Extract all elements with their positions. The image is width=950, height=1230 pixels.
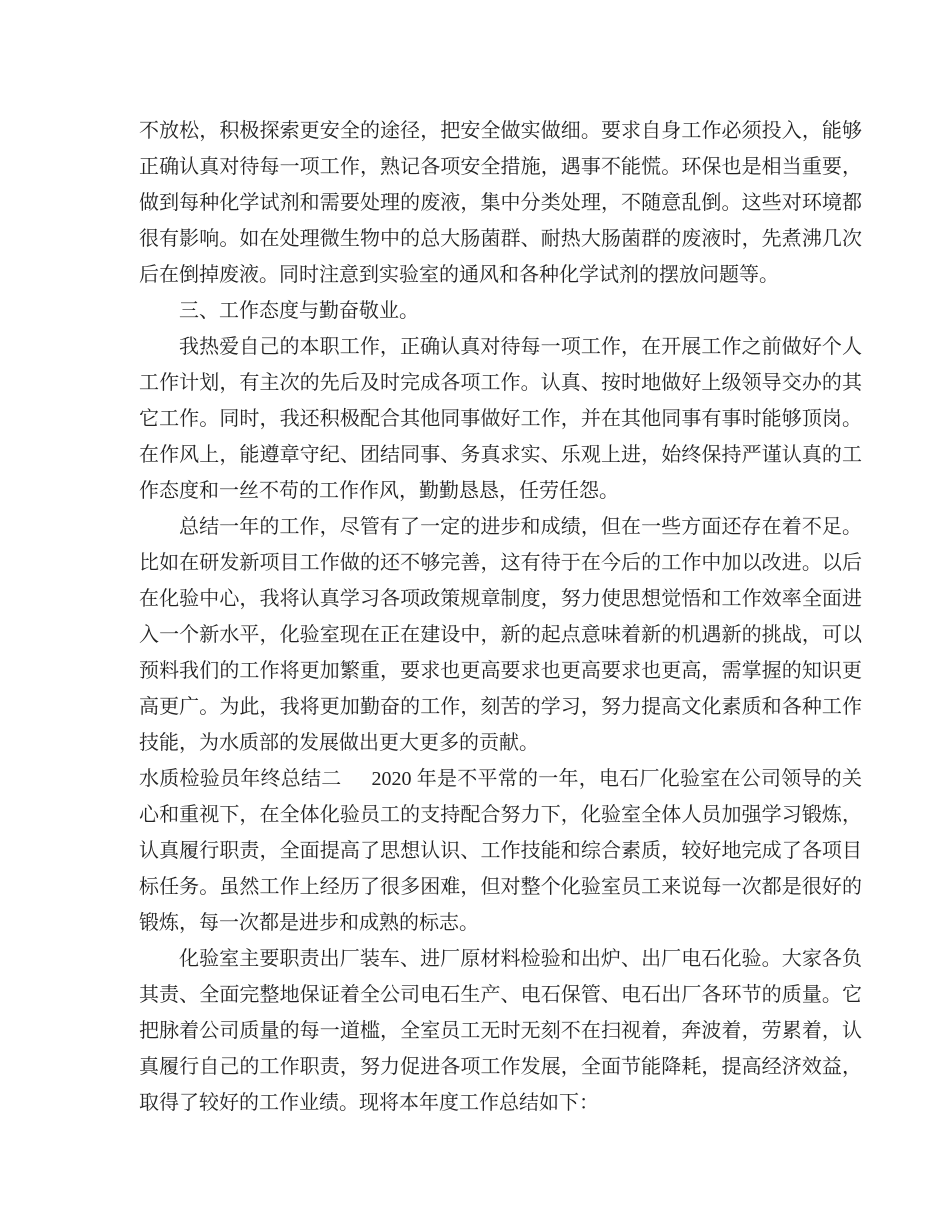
paragraph-summary-two-intro (139, 761, 862, 941)
summary-two-title: 水质检验员年终总结二 (139, 768, 342, 790)
paragraph-work-attitude: 我热爱自己的本职工作，正确认真对待每一项工作，在开展工作之前做好个人工作计划，有主次的先后及时完成各项工作。认真、按时地做好上级领导交办的其它工作。同时，我还积极配合其他同事做好工作，并在其他同事有事时能够顶岗。在作风上，能遵章守纪、团结同事、务真求实、乐观上进，始终保持严谨认真的工作态度和一丝不苟的工作作风，勤勤恳恳，任劳任怨。 (139, 336, 862, 502)
paragraph-safety-environment-continuation: 不放松，积极探索更安全的途径，把安全做实做细。要求自身工作必须投入，能够正确认真对待每一项工作，熟记各项安全措施，遇事不能慌。环保也是相当重要，做到每种化学试剂和需要处理的废液，集中分类处理，不随意乱倒。这些对环境都很有影响。如在处理微生物中的总大肠菌群、耐热大肠菌群的废液时，先煮沸几次后在倒掉废液。同时注意到实验室的通风和各种化学试剂的摆放问题等。 (139, 120, 862, 286)
paragraph-lab-duties: 化验室主要职责出厂装车、进厂原材料检验和出炉、出厂电石化验。大家各负其责、全面完整地保证着全公司电石生产、电石保管、电石出厂各环节的质量。它把脉着公司质量的每一道槛，全室员工无时无刻不在扫视着，奔波着，劳累着，认真履行自己的工作职责，努力促进各项工作发展，全面节能降耗，提高经济效益，取得了较好的工作业绩。现将本年度工作总结如下： (139, 948, 862, 1114)
section-heading-work-attitude: 三、工作态度与勤奋敬业。 (179, 300, 419, 322)
paragraph-year-review-outlook: 总结一年的工作，尽管有了一定的进步和成绩，但在一些方面还存在着不足。比如在研发新项目工作做的还不够完善，这有待于在今后的工作中加以改进。以后在化验中心，我将认真学习各项政策规章制度，努力使思想觉悟和工作效率全面进入一个新水平，化验室现在正在建设中，新的起点意味着新的机遇新的挑战，可以预料我们的工作将更加繁重，要求也更高要求也更高要求也更高，需掌握的知识更高更广。为此，我将更加勤奋的工作，刻苦的学习，努力提高文化素质和各种工作技能，为水质部的发展做出更大更多的贡献。 (139, 516, 862, 754)
summary-two-intro-text: 2020 年是不平常的一年，电石厂化验室在公司领导的关心和重视下，在全体化验员工的支持配合努力下，化验室全体人员加强学习锻炼，认真履行职责，全面提高了思想认识、工作技能和综合素质，较好地完成了各项目标任务。虽然工作上经历了很多困难，但对整个化验室员工来说每一次都是很好的锻炼，每一次都是进步和成熟的标志。 (139, 768, 862, 934)
